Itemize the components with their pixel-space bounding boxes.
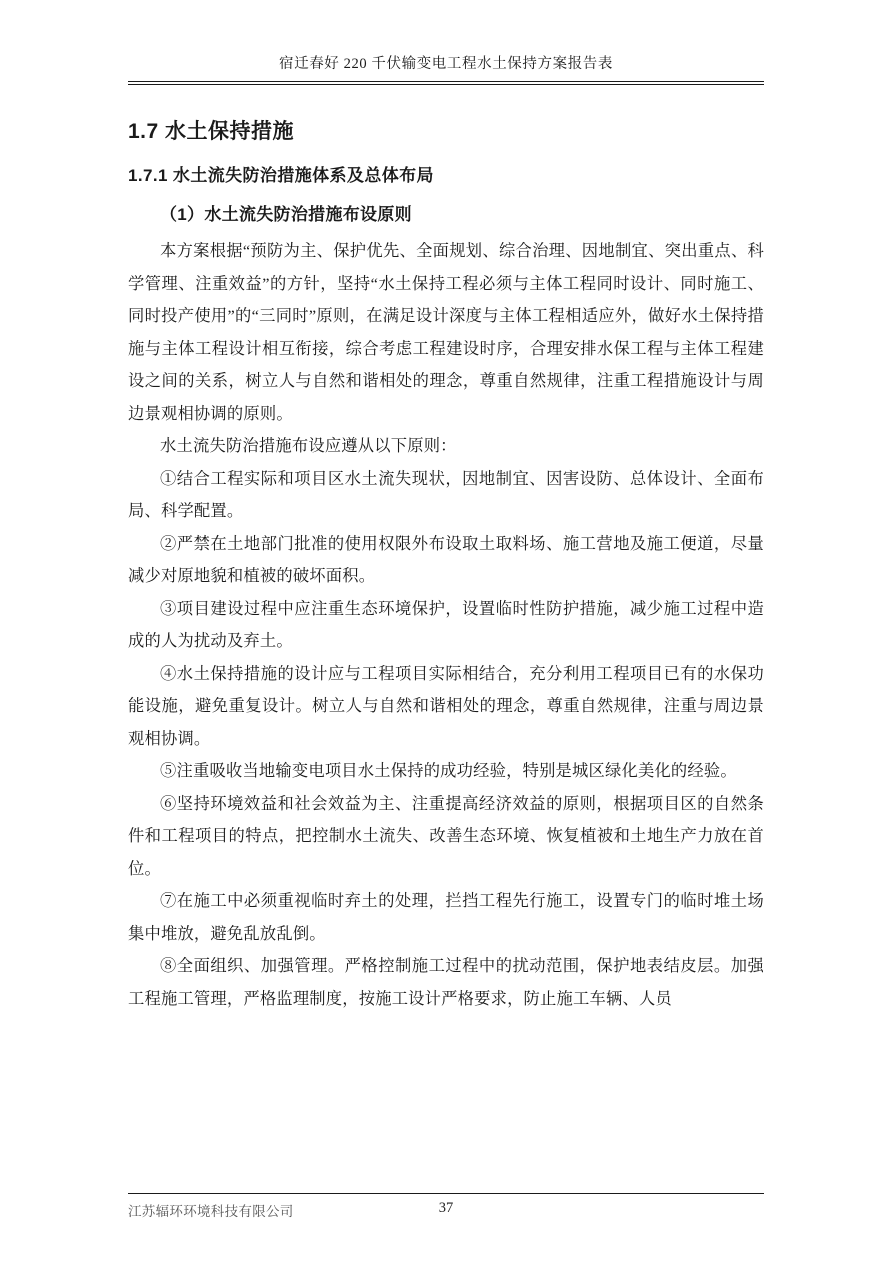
paragraph-2: 水土流失防治措施布设应遵从以下原则： bbox=[160, 436, 457, 455]
paragraph-7: ⑤注重吸收当地输变电项目水土保持的成功经验，特别是城区绿化美化的经验。 bbox=[160, 761, 737, 780]
paragraph-6: ④水土保持措施的设计应与工程项目实际相结合，充分利用工程项目已有的水保功能设施，避免重复设计。树立人与自然和谐相处的理念，尊重自然规律，注重与周边景观相协调。 bbox=[128, 663, 764, 748]
paragraph-5: ③项目建设过程中应注重生态环境保护，设置临时性防护措施，减少施工过程中造成的人为扰动及弃土。 bbox=[128, 598, 764, 650]
page-number: 37 bbox=[438, 1200, 454, 1216]
header-rule-thin bbox=[128, 84, 764, 85]
page-content bbox=[128, 52, 764, 1202]
footer-row bbox=[128, 1200, 764, 1220]
paragraph-9: ⑦在施工中必须重视临时弃土的处理，拦挡工程先行施工，设置专门的临时堆土场集中堆放，避免乱放乱倒。 bbox=[128, 891, 764, 943]
running-header: 宿迁春好 220 千伏输变电工程水土保持方案报告表 bbox=[279, 56, 613, 72]
section-heading: 1.7 水土保持措施 bbox=[128, 120, 295, 143]
paragraph-8: ⑥坚持环境效益和社会效益为主、注重提高经济效益的原则，根据项目区的自然条件和工程项目的特点，把控制水土流失、改善生态环境、恢复植被和土地生产力放在首位。 bbox=[128, 793, 764, 878]
paragraph-4: ②严禁在土地部门批准的使用权限外布设取土取料场、施工营地及施工便道，尽量减少对原地貌和植被的破坏面积。 bbox=[128, 533, 764, 585]
header-rule-thick bbox=[128, 81, 764, 82]
paragraph-1: 本方案根据“预防为主、保护优先、全面规划、综合治理、因地制宜、突出重点、科学管理、注重效益”的方针，坚持“水土保持工程必须与主体工程同时设计、同时施工、同时投产使用”的“三同时”原则，在满足设计深度与主体工程相适应外，做好水土保持措施与主体工程设计相互衔接，综合考虑工程建设时序，合理安排水保工程与主体工程建设之间的关系，树立人与自然和谐相处的理念，尊重自然规律，注重工程措施设计与周边景观相协调的原则。 bbox=[128, 241, 764, 423]
page-footer bbox=[128, 1193, 764, 1220]
footer-rule bbox=[128, 1193, 764, 1194]
subsection-heading: 1.7.1 水土流失防治措施体系及总体布局 bbox=[128, 166, 434, 185]
footer-company: 江苏辐环环境科技有限公司 bbox=[128, 1204, 294, 1219]
paragraph-3: ①结合工程实际和项目区水土流失现状，因地制宜、因害设防、总体设计、全面布局、科学配置。 bbox=[128, 468, 764, 520]
item-heading: （1）水土流失防治措施布设原则 bbox=[160, 205, 412, 224]
paragraph-10: ⑧全面组织、加强管理。严格控制施工过程中的扰动范围，保护地表结皮层。加强工程施工管理，严格监理制度，按施工设计严格要求，防止施工车辆、人员 bbox=[128, 956, 764, 1008]
